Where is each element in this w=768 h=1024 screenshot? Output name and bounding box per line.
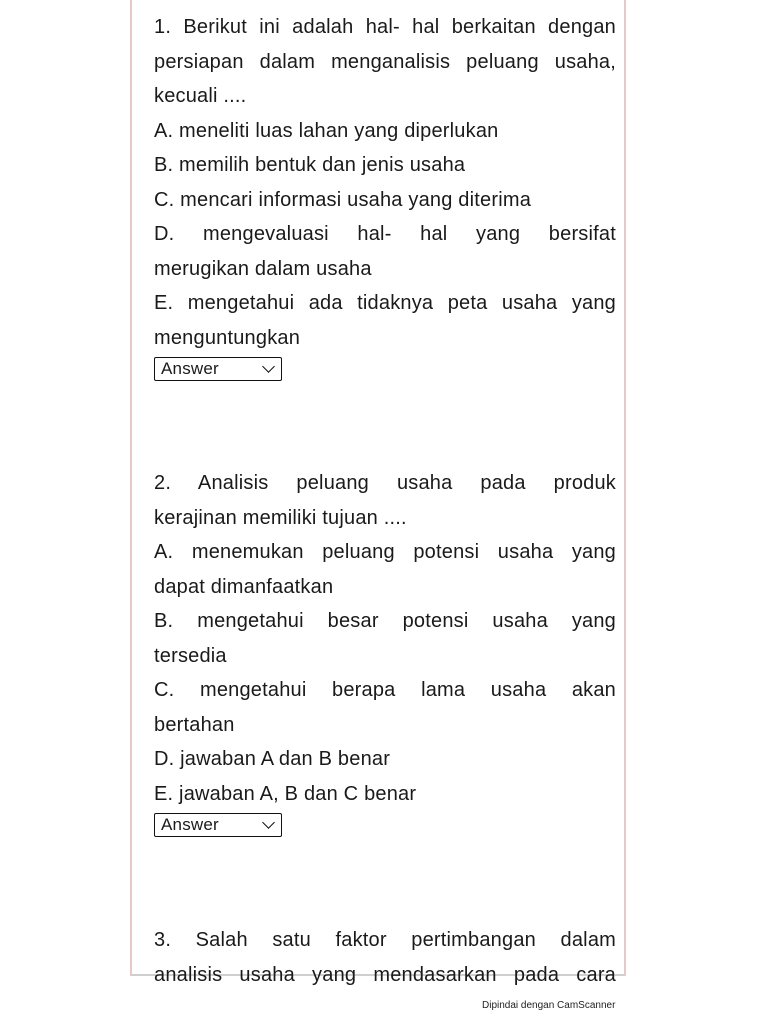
question-2-option-b-cont: tersedia: [154, 644, 227, 667]
question-1-text-line: persiapan dalam menganalisis peluang usaha,: [154, 50, 616, 73]
question-2-text-line: 2. Analisis peluang usaha pada produk: [154, 472, 616, 494]
question-1: [154, 10, 616, 381]
question-2-answer-dropdown[interactable]: [154, 813, 282, 837]
question-1-option-e: E. mengetahui ada tidaknya peta usaha yang: [154, 292, 616, 314]
question-1-option-d: D. mengevaluasi hal- hal yang bersifat: [154, 223, 616, 245]
question-3-text-line: 3. Salah satu faktor pertimbangan dalam: [154, 929, 616, 951]
question-2-option-b: B. mengetahui besar potensi usaha yang: [154, 610, 616, 632]
scanner-watermark: Dipindai dengan CamScanner: [482, 1000, 616, 1011]
chevron-down-icon: [262, 816, 275, 829]
question-1-option-b: B. memilih bentuk dan jenis usaha: [154, 154, 466, 176]
question-2-option-c-cont: bertahan: [154, 713, 235, 736]
question-2-text-line: kerajinan memiliki tujuan ....: [154, 506, 407, 529]
chevron-down-icon: [262, 360, 275, 373]
answer-dropdown-label: Answer: [161, 358, 219, 378]
question-1-option-c: C. mencari informasi usaha yang diterima: [154, 188, 532, 211]
question-2: [154, 466, 616, 837]
question-1-option-e-cont: menguntungkan: [154, 326, 301, 349]
question-2-option-d: D. jawaban A dan B benar: [154, 748, 391, 770]
question-2-option-c: C. mengetahui berapa lama usaha akan: [154, 679, 616, 701]
question-3: [154, 923, 616, 992]
quiz-content: [154, 10, 616, 992]
question-2-option-a-cont: dapat dimanfaatkan: [154, 575, 334, 598]
question-3-text-line: analisis usaha yang mendasarkan pada cara: [154, 963, 616, 986]
question-2-option-a: A. menemukan peluang potensi usaha yang: [154, 541, 616, 563]
question-1-option-a: A. meneliti luas lahan yang diperlukan: [154, 119, 499, 142]
question-2-option-e: E. jawaban A, B dan C benar: [154, 782, 417, 805]
question-1-text-line: 1. Berikut ini adalah hal- hal berkaitan dengan: [154, 16, 616, 38]
document-page: [130, 0, 626, 986]
question-1-option-d-cont: merugikan dalam usaha: [154, 257, 372, 280]
question-1-answer-dropdown[interactable]: [154, 357, 282, 381]
question-1-text-line: kecuali ....: [154, 85, 247, 107]
answer-dropdown-label: Answer: [161, 814, 219, 834]
